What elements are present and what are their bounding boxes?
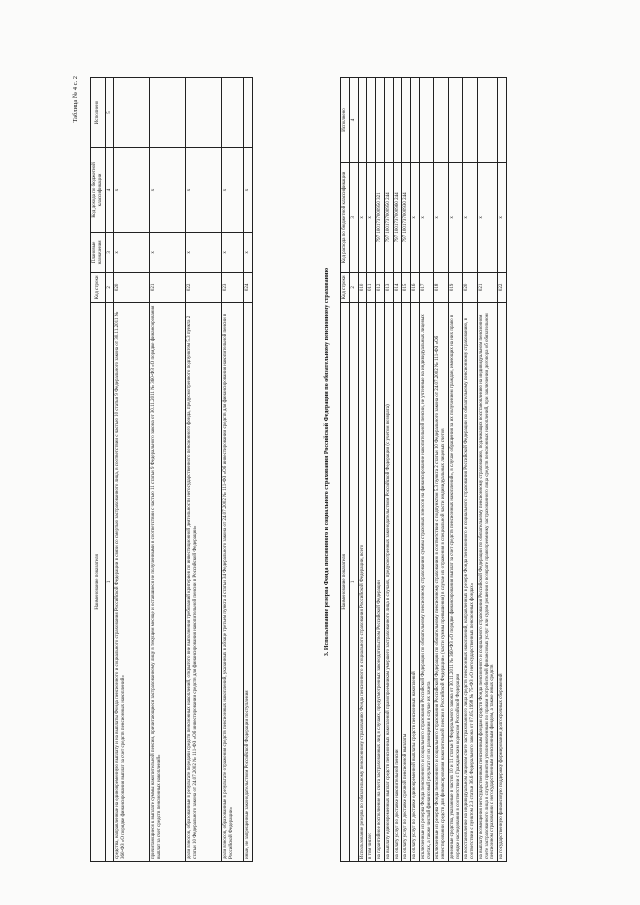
row-code: 020 [114,272,150,302]
row-kbk: x [222,147,244,232]
row-code: 010 [358,272,367,302]
table-row [222,78,244,862]
row-code: 023 [222,272,244,302]
table-row [376,78,385,862]
row-plan: x [186,232,222,272]
row-done [358,78,367,163]
row-kbk: x [477,162,497,272]
row-code: 022 [498,272,507,302]
row-kbk: x [367,162,376,272]
header-name: Наименование показателя [341,302,350,861]
table-row [419,78,434,862]
row-code: 021 [477,272,497,302]
row-name: исключенные из резерва Фонда пенсионного и социального страхования Российской Федерации по обязательному пенсионному страхованию суммы страховых взносов на финансирование накопительной пенсии, не учтенные на индивидуальных лицевых счетах, а также чистый финансовый результат от их размещения в случае их зачета [419,302,434,861]
row-code: 015 [402,272,411,302]
table-row [393,78,402,862]
table-row [367,78,376,862]
row-kbk: x [411,162,420,272]
colnum: 4 [349,78,358,163]
colnum: 5 [105,78,114,148]
row-code: 011 [367,272,376,302]
row-code: 017 [419,272,434,302]
row-done [222,78,244,148]
row-done [434,78,449,163]
row-code: 016 [411,272,420,302]
row-done [393,78,402,163]
table-row [114,78,150,862]
row-code: 013 [384,272,393,302]
row-done [150,78,186,148]
table-row [402,78,411,862]
row-code: 019 [448,272,463,302]
row-plan: x [150,232,186,272]
row-kbk: x [150,147,186,232]
header-kbk: Код дохода по бюджетной классификации [91,147,106,232]
row-kbk: x [244,147,253,232]
table-row [463,78,478,862]
row-kbk: 797 1001737000950 244 [384,162,393,272]
row-done [477,78,497,163]
colnum: 3 [105,232,114,272]
row-kbk: x [186,147,222,232]
header-done: Исполнено [91,78,106,148]
header-kbk: Код расхода по бюджетной классификации [341,162,350,272]
reserve-usage-table [340,77,507,862]
table-number: Таблица № 4 с. 2 [72,76,79,123]
row-name: Использование резерва по обязательному пенсионному страхованию Фонда пенсионного и социального страхования Российской Федерации, всего [358,302,367,861]
rotated-content [72,62,632,862]
row-kbk: 797 1001737000930 244 [402,162,411,272]
row-code: 020 [463,272,478,302]
row-done [498,78,507,163]
row-kbk: x [498,162,507,272]
row-name: на выплату единовременных выплат средств пенсионных накоплений правопреемникам умершего застрахованного лица в случаях, предусмотренных законодательством Российской Федерации (с учетом возврата) [384,302,393,861]
table-row [448,78,463,862]
row-done [411,78,420,163]
row-name: на выплату возмещения негосударственным пенсионным фондам средств Фонда пенсионного и социального страхования Российской Федерации по обязательному пенсионному страхованию, подлежащих восстановлению на индивидуальном пенсионном счете застрахованного лица в случае принятия уполномоченным по правам потребителей финансовых услуг или судом решения о возврате правопреемнику застрахованного лица средств пенсионных накоплений, при заключении договора об обязательном пенсионном страховании с негосударственным пенсионным фондом, а также иных средств [477,302,497,861]
row-done [376,78,385,163]
table-row [498,78,507,862]
colnum: 2 [349,272,358,302]
section-3-title: 3. Использование резерва Фонда пенсионного и социального страхования Российской Федерации по обязательному пенсионному страхованию [324,267,330,657]
colnum: 4 [105,147,114,232]
row-name: исключенные из резерва Фонда пенсионного и социального страхования Российской Федерации по обязательному пенсионному страхованию в соответствии с подпунктом 5.3 пункта 2 статьи 10 Федерального закона от 24.07.2002 № 111-ФЗ «Об инвестировании средств для финансирования накопительной пенсии в Российской Федерации» (части суммы превышения) в случае их отражения в специальной части индивидуальных лицевых счетов [434,302,449,861]
row-name: на восстановление на индивидуальном лицевом счете застрахованного лица средств пенсионных накоплений, направленных в резерв Фонда пенсионного и социального страхования Российской Федерации по обязательному пенсионному страхованию, в соответствии с пунктом 2.3 статьи 36.6 Федерального закона от 07.05.1998 № 75-ФЗ «О негосударственных пенсионных фондах» [463,302,478,861]
row-name: средства, направленные на единовременную выплату и на выплаты Фонда пенсионного и социального страхования Российской Федерации в связи со смертью застрахованного лица, в соответствии с частью 10 статьи 9 Федерального закона от 30.11.2011 № 360-ФЗ «О порядке финансирования выплат за счет средств пенсионных накоплений» [114,302,150,861]
row-kbk: x [448,162,463,272]
row-name: доли взносов, образованные в результате передачи средств пенсионных накоплений, открытого вне выполнения требований критериев по инвестиционной деятельности негосударственного пенсионного фонда, предусмотренного подпунктом 5.3 пункта 2 статьи 10 Федерального закона от 24.07.2002 № 111-ФЗ «Об инвестировании средств для финансирования накопительной пенсии в Российской Федерации» [186,302,222,861]
table-row [244,78,253,862]
header-plan: Плановые назначения [91,232,106,272]
row-done [463,78,478,163]
row-done [244,78,253,148]
table-row [384,78,393,862]
row-kbk: 797 1001737000960 244 [393,162,402,272]
row-done [367,78,376,163]
row-name: на оплату услуг по доставке срочной пенсионной выплаты [402,302,411,861]
row-done [114,78,150,148]
row-done [384,78,393,163]
row-code: 012 [376,272,385,302]
row-name: денежные средства, указанные в частях 10 и 11 статьи 9 Федерального закона от 30.11.2011 № 360-ФЗ «О порядке финансирования выплат за счет средств пенсионных накоплений», в случае обращения за их получением граждан, имеющих на них право в порядке наследования в соответствии с Гражданским кодексом Российской Федерации [448,302,463,861]
row-name: на государственную финансовую поддержку формирования долгосрочных сбережений [498,302,507,861]
table-row [411,78,420,862]
row-code: 022 [186,272,222,302]
row-code: 014 [393,272,402,302]
header-name: Наименование показателя [91,302,106,861]
row-plan: x [114,232,150,272]
row-done [402,78,411,163]
row-kbk: 797 1001737000950 321 [376,162,385,272]
row-kbk: x [434,162,449,272]
row-name: на оплату услуг по доставке накопительной пенсии [393,302,402,861]
table-row [150,78,186,862]
table-row [434,78,449,862]
header-code: Код строки [341,272,350,302]
table-row [186,78,222,862]
row-kbk: x [358,162,367,272]
row-code: 018 [434,272,449,302]
row-code: 021 [150,272,186,302]
row-plan: x [222,232,244,272]
row-name: иные, не запрещенные законодательством Российской Федерации поступления [244,302,253,861]
row-kbk: x [463,162,478,272]
row-name: в том числе: [367,302,376,861]
colnum: 1 [105,302,114,861]
colnum: 1 [349,302,358,861]
colnum: 2 [105,272,114,302]
row-name: на гарантийное восполнение на счета застрахованных лиц в случаях, предусмотренных законодательством Российской Федерации [376,302,385,861]
row-done [448,78,463,163]
row-name: на оплату услуг по доставке единовременной выплаты средств пенсионных накоплений [411,302,420,861]
table-row [477,78,497,862]
row-plan: x [244,232,253,272]
income-table [90,77,253,862]
row-code: 024 [244,272,253,302]
row-kbk: x [419,162,434,272]
header-code: Код строки [91,272,106,302]
row-done [186,78,222,148]
table-row [358,78,367,862]
row-done [419,78,434,163]
row-name: причитающиеся к выплате суммы накопительной пенсии, причитающиеся застрахованному лицу в текущем месяце и оставшиеся не полученными в соответствии с частью 11 статьи 9 Федерального закона от 30.11.2011 № 360-ФЗ «О порядке финансирования выплат за счет средств пенсионных накоплений» [150,302,186,861]
row-kbk: x [114,147,150,232]
colnum: 3 [349,162,358,272]
row-name: доли взносов, образованные в результате отражения средств пенсионных накоплений, указанных в абзаце третьем пункта 4 статьи 34 Федерального закона от 24.07.2002 № 111-ФЗ «Об инвестировании средств для финансирования накопительной пенсии в Российской Федерации» [222,302,244,861]
header-done: Исполнено [341,78,350,163]
